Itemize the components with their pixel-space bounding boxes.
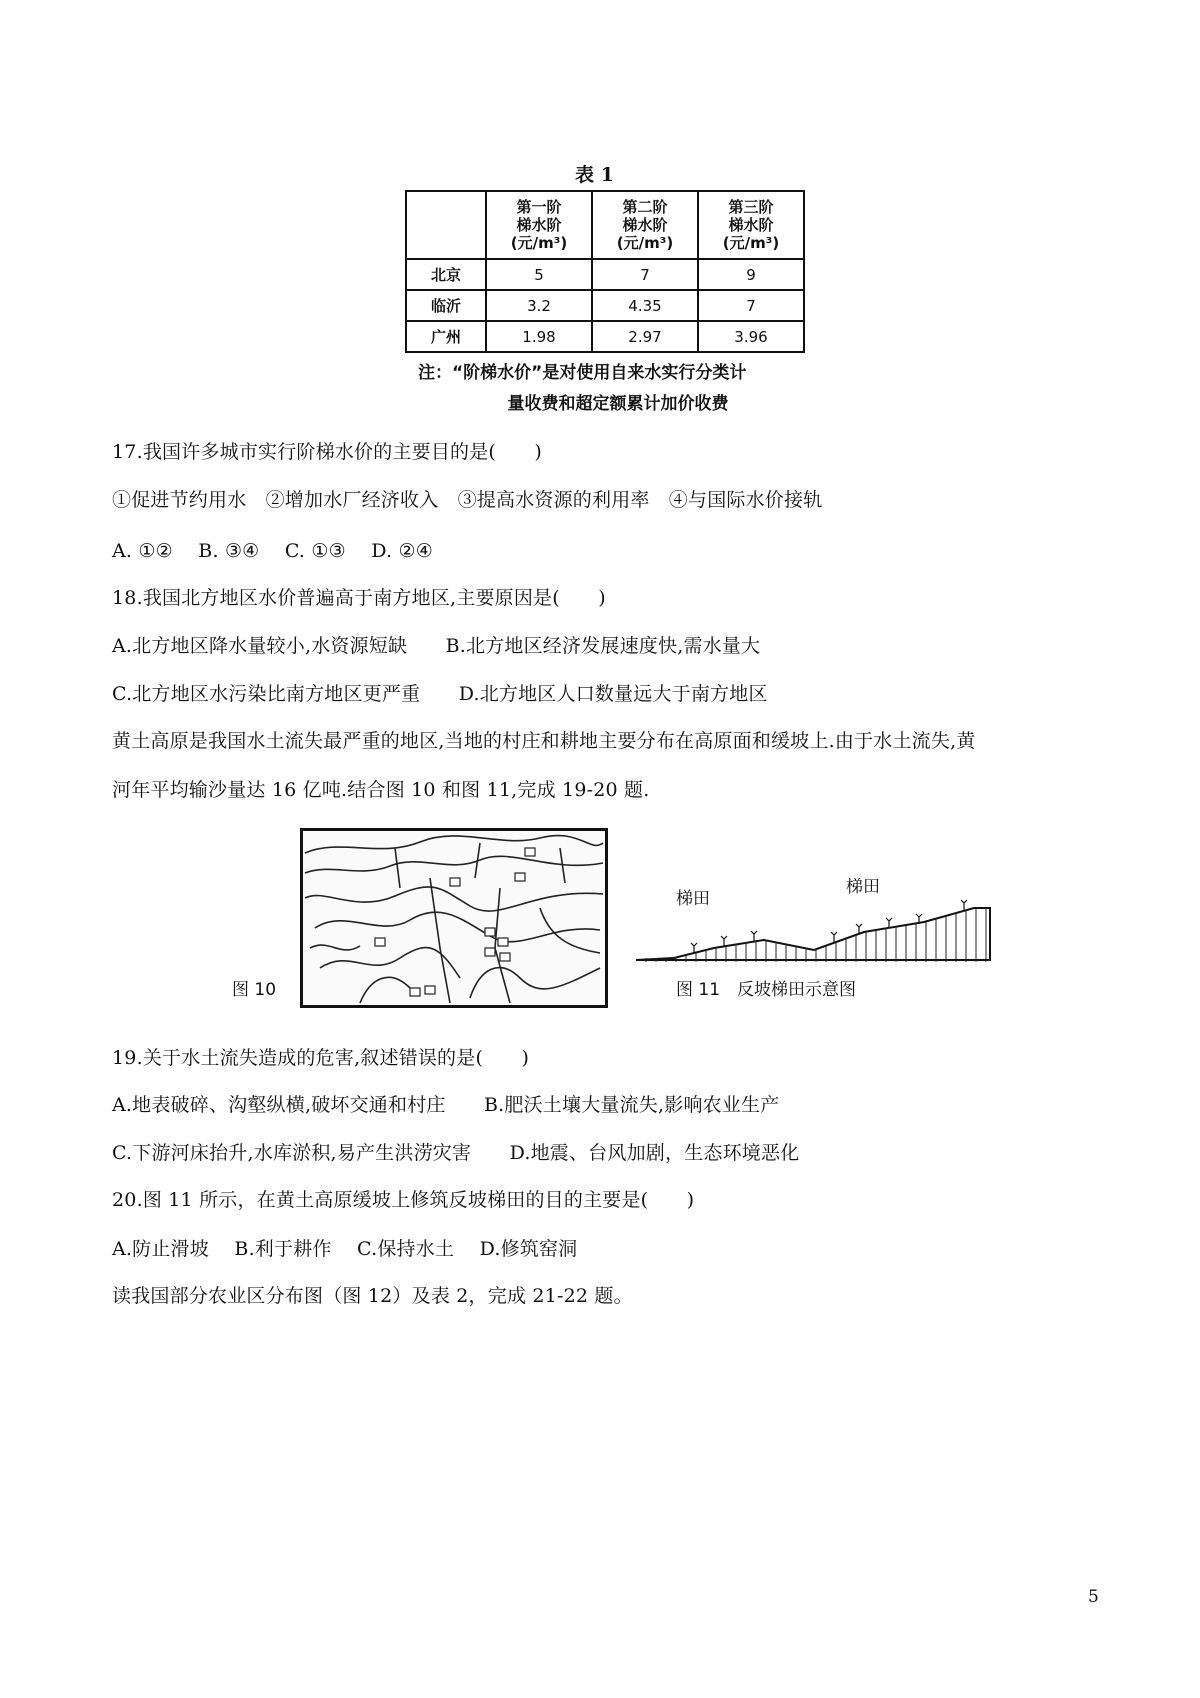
table-header-tier3: 第三阶 梯水阶 (元/m³) — [698, 191, 804, 259]
table-cell-city: 北京 — [406, 259, 486, 290]
table-cell-city: 广州 — [406, 321, 486, 352]
page-number: 5 — [1088, 1587, 1099, 1607]
fig11-label-left: 梯田 — [676, 889, 710, 909]
table-cell: 7 — [698, 290, 804, 321]
table-note — [418, 358, 818, 414]
fig10-label: 图 10 — [232, 980, 277, 1000]
table-cell: 2.97 — [592, 321, 698, 352]
q18-options-cd: C.北方地区水污染比南方地区更严重 D.北方地区人口数量远大于南方地区 — [112, 683, 768, 705]
loess-landscape-drawing — [300, 828, 608, 1008]
q17-options: A. ①② B. ③④ C. ①③ D. ②④ — [112, 540, 434, 562]
q17-stem: 17.我国许多城市实行阶梯水价的主要目的是( ) — [112, 441, 543, 463]
table-cell: 4.35 — [592, 290, 698, 321]
water-price-table — [405, 190, 805, 353]
table-cell: 3.2 — [486, 290, 592, 321]
table-cell: 7 — [592, 259, 698, 290]
table-cell: 9 — [698, 259, 804, 290]
q19-options-ab: A.地表破碎、沟壑纵横,破坏交通和村庄 B.肥沃土壤大量流失,影响农业生产 — [112, 1094, 780, 1116]
table-row — [406, 321, 804, 352]
q17-items: ①促进节约用水 ②增加水厂经济收入 ③提高水资源的利用率 ④与国际水价接轨 — [112, 489, 823, 511]
q18-stem: 18.我国北方地区水价普遍高于南方地区,主要原因是( ) — [112, 587, 606, 609]
fig11-illustration — [634, 878, 996, 968]
terrace-profile-drawing — [634, 878, 996, 968]
table-cell-city: 临沂 — [406, 290, 486, 321]
q19-stem: 19.关于水土流失造成的危害,叙述错误的是( ) — [112, 1047, 530, 1069]
q18-options-ab: A.北方地区降水量较小,水资源短缺 B.北方地区经济发展速度快,需水量大 — [112, 635, 761, 657]
table-note-line1: 注：“阶梯水价”是对使用自来水实行分类计 — [418, 363, 747, 383]
table-caption: 表 1 — [575, 164, 614, 186]
table-header-tier2: 第二阶 梯水阶 (元/m³) — [592, 191, 698, 259]
intro-19-20-line1: 黄土高原是我国水土流失最严重的地区,当地的村庄和耕地主要分布在高原面和缓坡上.由于水土流失,黄 — [112, 730, 976, 752]
table-row — [406, 259, 804, 290]
intro-19-20-line2: 河年平均输沙量达 16 亿吨.结合图 10 和图 11,完成 19-20 题. — [112, 779, 650, 801]
q20-options: A.防止滑坡 B.利于耕作 C.保持水土 D.修筑窑洞 — [112, 1238, 578, 1260]
q20-stem: 20.图 11 所示，在黄土高原缓坡上修筑反坡梯田的目的主要是( ) — [112, 1189, 695, 1211]
table-cell: 3.96 — [698, 321, 804, 352]
table-note-line2: 量收费和超定额累计加价收费 — [507, 394, 729, 414]
table-cell: 1.98 — [486, 321, 592, 352]
fig11-caption: 图 11 反坡梯田示意图 — [676, 980, 857, 1000]
table-header-corner — [406, 191, 486, 259]
table-row — [406, 290, 804, 321]
table-header-row — [406, 191, 804, 259]
fig11-label-right: 梯田 — [846, 878, 880, 897]
fig10-illustration — [300, 828, 608, 1008]
q19-options-cd: C.下游河床抬升,水库淤积,易产生洪涝灾害 D.地震、台风加剧，生态环境恶化 — [112, 1142, 800, 1164]
table-cell: 5 — [486, 259, 592, 290]
table-header-tier1: 第一阶 梯水阶 (元/m³) — [486, 191, 592, 259]
intro-21-22: 读我国部分农业区分布图（图 12）及表 2，完成 21-22 题。 — [112, 1285, 633, 1307]
